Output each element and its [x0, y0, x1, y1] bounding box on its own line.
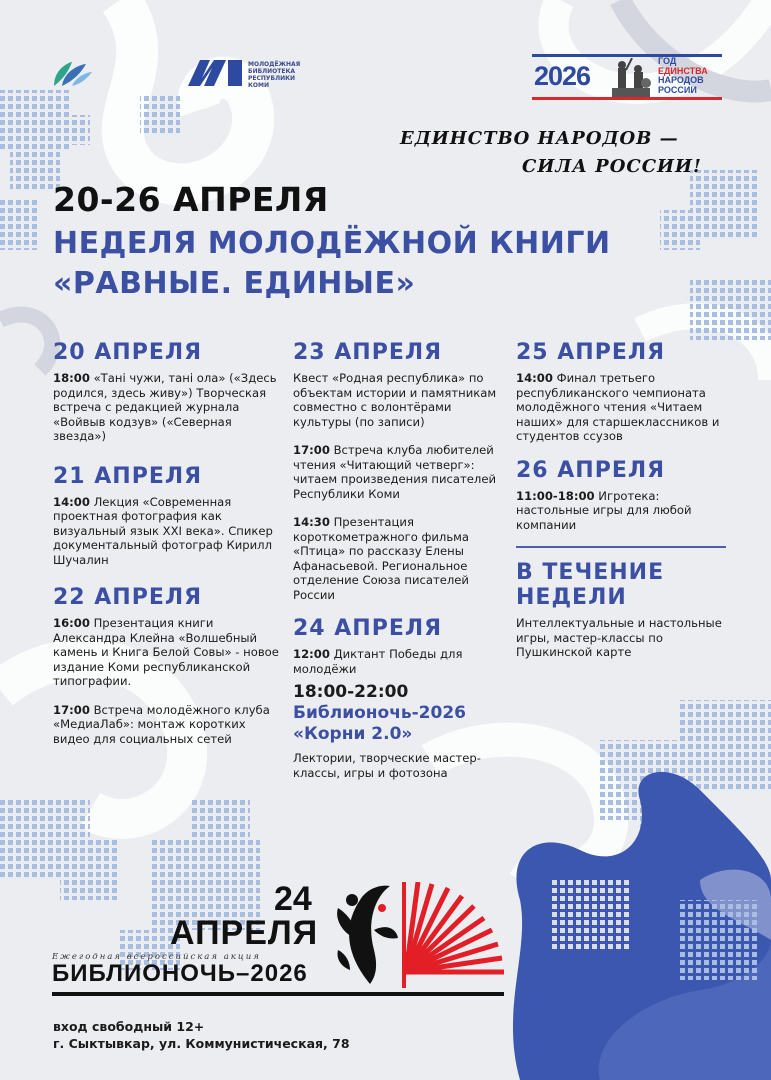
- day-heading: 26 АПРЕЛЯ: [516, 457, 666, 483]
- library-name-line: РЕСПУБЛИКИ: [248, 75, 296, 82]
- day-heading: 24 АПРЕЛЯ: [293, 616, 443, 641]
- biblionight-day: 24: [274, 880, 312, 918]
- event-item: Интеллектуальные и настольные игры, мастер-классы по Пушкинской карте: [516, 616, 722, 659]
- event-text: Диктант Победы для молодёжи: [293, 647, 463, 676]
- biblionight-subtitle: «Корни 2.0»: [293, 724, 413, 744]
- title-line: НЕДЕЛЯ МОЛОДЁЖНОЙ КНИГИ: [53, 226, 611, 261]
- folk-ornament-icon: [330, 880, 400, 988]
- library-name: [248, 61, 300, 89]
- day-heading: 23 АПРЕЛЯ: [293, 340, 443, 365]
- event-time: 11:00-18:00: [516, 488, 595, 503]
- section-divider: [516, 546, 726, 548]
- schedule-column-3: [516, 340, 726, 674]
- event-text: Лекция «Современная проектная фотография как визуальный язык XXI века». Спикер документальный фотограф Кирилл Шучалин: [53, 494, 273, 567]
- event-text: Встреча клуба любителей чтения «Читающий четверг»: читаем произведения писателей Республики Коми: [293, 443, 496, 501]
- event-time: 14:30: [293, 515, 330, 529]
- footer-info: [53, 1018, 350, 1052]
- event-time: 17:00: [53, 702, 90, 717]
- event-time: 18:00: [53, 371, 90, 385]
- biblionight-month: АПРЕЛЯ: [170, 914, 319, 952]
- event-text: Презентация короткометражного фильма «Птица» по рассказу Елены Афанасьевой. Региональное отделение Союза писателей России: [293, 515, 470, 602]
- event-item: [53, 495, 281, 568]
- library-name-line: КОМИ: [248, 82, 269, 89]
- monument-icon: [606, 58, 656, 98]
- red-fan-icon: [402, 882, 506, 990]
- biblionight-logo: [52, 880, 507, 1000]
- library-name-line: БИБЛИОТЕКА: [248, 68, 296, 75]
- footer-entry: вход свободный 12+: [53, 1019, 205, 1034]
- library-name-line: МОЛОДЁЖНАЯ: [248, 61, 301, 68]
- biblionight-underline: [52, 992, 504, 996]
- schedule-column-1: [53, 340, 281, 760]
- event-time: 14:00: [53, 494, 90, 509]
- event-title: [53, 224, 611, 304]
- event-time: 16:00: [53, 616, 90, 630]
- event-text: «Тані чужи, тані ола» («Здесь родился, здесь живу») Творческая встреча с редакцией журнала «Войвыв кодзув» («Северная звезда»): [53, 371, 277, 443]
- event-item: [293, 443, 507, 501]
- event-dates: 20-26 АПРЕЛЯ: [53, 180, 329, 219]
- badge-text-line: НАРОДОВ: [658, 75, 704, 85]
- event-item: Квест «Родная республика» по объектам истории и памятникам совместно с волонтёрами культуры (по записи): [293, 371, 497, 429]
- event-item: [53, 371, 281, 444]
- event-text: Финал третьего республиканского чемпионата молодёжного чтения «Читаем наших» для старшеклассников и студентов ссузов: [516, 371, 720, 443]
- event-text: Встреча молодёжного клуба «МедиаЛаб»: монтаж коротких видео для социальных сетей: [53, 702, 270, 746]
- biblionight-name: Библионочь-2026: [293, 703, 466, 723]
- event-item: [53, 703, 281, 747]
- week-heading: НЕДЕЛИ: [516, 585, 627, 610]
- day-heading: 21 АПРЕЛЯ: [53, 463, 203, 489]
- day-heading: 20 АПРЕЛЯ: [53, 340, 203, 365]
- schedule-column-2: [293, 340, 507, 794]
- event-time: 14:00: [516, 371, 553, 385]
- day-heading: 22 АПРЕЛЯ: [53, 585, 203, 610]
- event-item: [293, 647, 507, 676]
- event-time: 12:00: [293, 647, 330, 661]
- library-logo-icon: [188, 60, 244, 86]
- event-item: [516, 371, 726, 444]
- day-heading: 25 АПРЕЛЯ: [516, 340, 666, 365]
- badge-text-line: РОССИИ: [658, 84, 697, 95]
- slogan-line-1: ЕДИНСТВО НАРОДОВ —: [400, 128, 679, 149]
- slogan-line-2: СИЛА РОССИИ!: [522, 156, 702, 177]
- year-of-unity-badge: [532, 52, 722, 102]
- badge-text-line: ГОД: [658, 56, 677, 66]
- biblionight-time: 18:00-22:00: [293, 682, 409, 702]
- event-item: [293, 515, 507, 602]
- event-item: [516, 489, 726, 533]
- week-heading: В ТЕЧЕНИЕ: [516, 560, 665, 585]
- event-text: Презентация книги Александра Клейна «Волшебный камень и Книга Белой Совы» - новое издание Коми республиканской типографии.: [53, 616, 279, 688]
- event-text: Игротека: настольные игры для любой компании: [516, 488, 692, 532]
- title-line: «РАВНЫЕ. ЕДИНЫЕ»: [53, 266, 416, 301]
- event-time: 17:00: [293, 443, 330, 457]
- badge-year: 2026: [534, 61, 591, 91]
- biblionight-tagline: Ежегодная всероссийская акция: [52, 952, 261, 962]
- biblionight-title: БИБЛИОНОЧЬ–2026: [52, 960, 308, 987]
- leaf-logo-icon: [52, 58, 92, 88]
- event-item: Лектории, творческие мастер-классы, игры и фотозона: [293, 751, 481, 780]
- event-item: [53, 616, 281, 689]
- badge-text: [658, 57, 708, 95]
- badge-text-line: ЕДИНСТВА: [658, 65, 708, 76]
- footer-address: г. Сыктывкар, ул. Коммунистическая, 78: [53, 1036, 350, 1051]
